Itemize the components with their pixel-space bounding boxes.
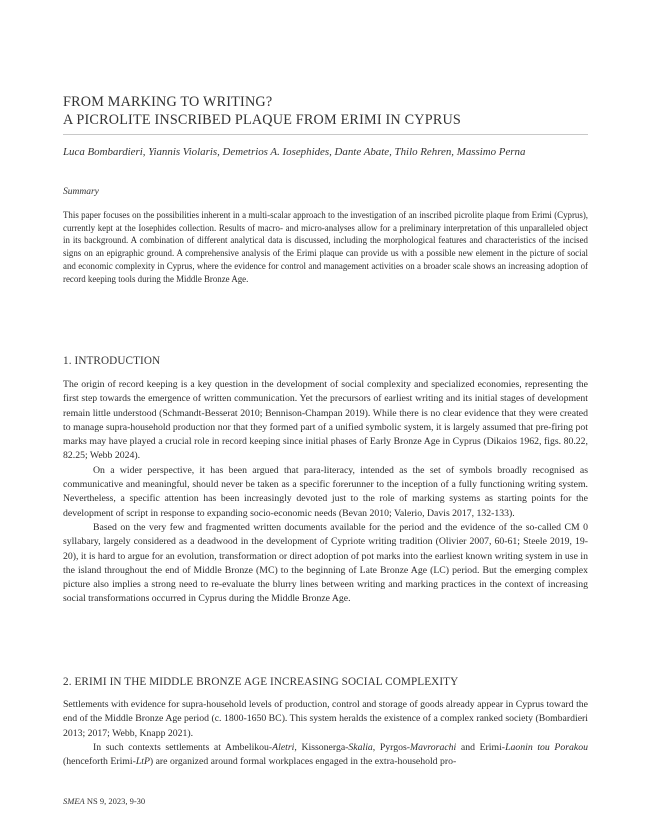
text-run: , Kissonerga- xyxy=(294,741,349,753)
erimi-body xyxy=(63,698,588,769)
title-line-1: FROM MARKING TO WRITING? xyxy=(63,94,273,110)
section-heading-introduction: 1. INTRODUCTION xyxy=(63,355,161,367)
paper-title xyxy=(63,93,603,129)
introduction-paragraph-1: The origin of record keeping is a key question in the development of social complexity and specialized economies, representing the first step towards the emergence of written communication. Yet the precursors of earliest writing and its initial stages of development remain little understood (Schmandt-Besserat 2010; Bennison-Champan 2019). While there is no clear evidence that they were created to manage supra-household production nor that they formed part of a unified symbolic system, it is largely assumed that pre-firing pot marks may have played a crucial role in record keeping since initial phases of Early Bronze Age in Cyprus (Dikaios 1962, figs. 80.22, 82.25; Webb 2024). xyxy=(63,379,588,462)
text-run: (henceforth Erimi- xyxy=(63,756,136,768)
page-footer xyxy=(63,796,145,806)
site-name-skalia: Skalia xyxy=(348,741,373,753)
journal-name: SMEA xyxy=(63,796,85,806)
title-line-2: A PICROLITE INSCRIBED PLAQUE FROM ERIMI IN CYPRUS xyxy=(63,112,462,128)
erimi-paragraph-1: Settlements with evidence for supra-household levels of production, control and storage of goods already appear in Cyprus toward the end of the Middle Bronze Age period (c. 1800-1650 BC). This system heralds the existence of a complex ranked society (Bombardieri 2013; 2017; Webb, Knapp 2021). xyxy=(63,699,588,739)
text-run: In such contexts settlements at Ambelikou- xyxy=(93,741,273,753)
summary-text: This paper focuses on the possibilities inherent in a multi-scalar approach to the investigation of an inscribed picrolite plaque from Erimi (Cyprus), currently kept at the Iosephides collection. Results of macro- and micro-analyses allow for a preliminary interpretation of this unparalleled object in its background. A combination of different analytical data is discussed, including the morphological features and characteristics of the incised signs on an epigraphic ground. A comprehensive analysis of the Erimi plaque can provide us with a possible new element in the picture of social and economic complexity in Cyprus, where the evidence for control and management activities on a broader scale shows an increasing adoption of record keeping tools during the Middle Bronze Age. xyxy=(63,210,588,284)
site-name-mavrorachi: Mavrorachi xyxy=(410,741,457,753)
title-divider xyxy=(63,134,588,135)
journal-citation: NS 9, 2023, 9-30 xyxy=(84,796,146,806)
introduction-paragraph-3: Based on the very few and fragmented written documents available for the period and the evidence of the so-called CM 0 syllabary, largely considered as a deadwood in the development of Cypriote writing tradition (Olivier 2007, 60-61; Steele 2019, 19-20), it is hard to argue for an evolution, transformation or direct adoption of pot marks into the earliest known writing system in use in the island throughout the end of Middle Bronze (MC) to the beginning of Late Bronze Age (LC) period. But the emerging complex picture also implies a strong need to re-evaluate the blurry lines between writing and marking practices in the context of increasing social transformations occurred in Cyprus during the Middle Bronze Age. xyxy=(63,521,588,605)
section-heading-erimi: 2. ERIMI IN THE MIDDLE BRONZE AGE INCREASING SOCIAL COMPLEXITY xyxy=(63,676,459,688)
introduction-paragraph-2: On a wider perspective, it has been argued that para-literacy, intended as the set of symbols broadly recognised as communicative and meaningful, should never be taken as a specific forerunner to the inception of a fully functioning writing system. Nevertheless, a specific attention has been increasingly devoted just to the role of marking systems as starting points for the development of script in response to expanding socio-economic needs (Bevan 2010; Valerio, Davis 2017, 132-133). xyxy=(63,464,588,519)
text-run: ) are organized around formal workplaces engaged in the extra-household pro- xyxy=(149,756,457,768)
summary-heading: Summary xyxy=(63,187,99,197)
erimi-paragraph-2 xyxy=(63,741,588,770)
author-list: Luca Bombardieri, Yiannis Violaris, Demetrios A. Iosephides, Dante Abate, Thilo Rehren, Massimo Perna xyxy=(63,146,526,158)
site-name-aletri: Aletri xyxy=(272,741,295,753)
introduction-body xyxy=(63,378,588,607)
text-run: and Erimi- xyxy=(456,741,506,753)
site-abbrev-ltp: LtP xyxy=(135,756,150,768)
site-name-laonin: Laonin tou Porakou xyxy=(505,741,589,753)
text-run: , Pyrgos- xyxy=(372,741,411,753)
